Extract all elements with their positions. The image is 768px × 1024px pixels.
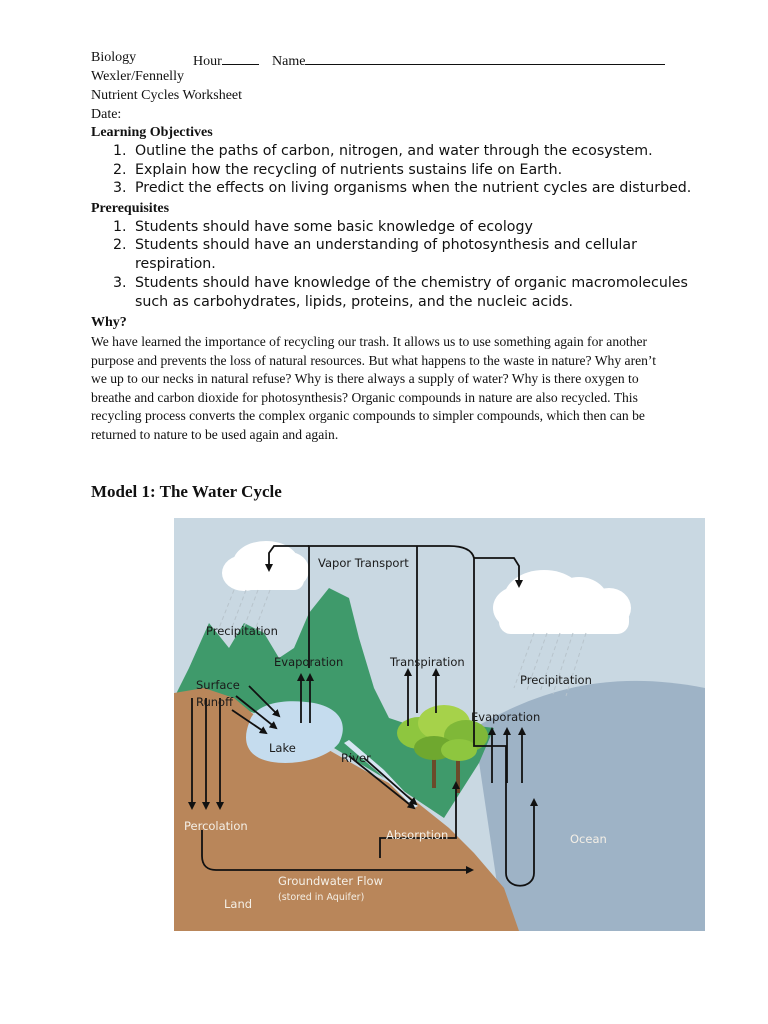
label-vapor-transport: Vapor Transport bbox=[318, 556, 409, 570]
objective-text: Outline the paths of carbon, nitrogen, and water through the ecosystem. bbox=[135, 143, 653, 159]
prerequisite-number: 2. bbox=[113, 237, 127, 253]
label-river: River bbox=[341, 751, 371, 765]
label-absorption: Absorption bbox=[386, 828, 449, 842]
label-evaporation-left: Evaporation bbox=[274, 655, 344, 669]
water-cycle-diagram bbox=[174, 518, 705, 931]
name-label bbox=[272, 50, 665, 71]
hour-label bbox=[193, 50, 259, 71]
prerequisite-2-cont bbox=[135, 255, 216, 274]
header-row bbox=[91, 50, 136, 66]
subject-label: Biology bbox=[91, 50, 137, 65]
hour-blank[interactable] bbox=[222, 50, 259, 65]
name-blank[interactable] bbox=[305, 50, 665, 65]
label-evaporation-right: Evaporation bbox=[471, 710, 541, 724]
label-stored-in-aquifer: (stored in Aquifer) bbox=[278, 892, 365, 903]
label-precipitation-left: Precipitation bbox=[206, 624, 278, 638]
why-heading: Why? bbox=[91, 315, 127, 330]
hour-label-text: Hour bbox=[193, 54, 222, 69]
objective-number: 3. bbox=[113, 180, 127, 196]
learning-objectives-heading: Learning Objectives bbox=[91, 125, 213, 140]
prerequisite-number: 1. bbox=[113, 219, 127, 235]
label-percolation: Percolation bbox=[184, 819, 248, 833]
prerequisite-line: respiration. bbox=[135, 256, 216, 272]
label-runoff: Runoff bbox=[196, 695, 234, 709]
label-ocean: Ocean bbox=[570, 832, 607, 846]
objective-text: Predict the effects on living organisms when the nutrient cycles are disturbed. bbox=[135, 180, 692, 196]
teachers: Wexler/Fennelly bbox=[91, 69, 184, 84]
water-cycle-svg bbox=[174, 518, 705, 931]
prerequisite-number: 3. bbox=[113, 275, 127, 291]
label-surface: Surface bbox=[196, 678, 240, 692]
prerequisite-3 bbox=[113, 274, 688, 293]
objective-3 bbox=[113, 179, 692, 198]
label-lake: Lake bbox=[269, 741, 296, 755]
objective-1 bbox=[113, 142, 653, 161]
prerequisite-line: Students should have knowledge of the chemistry of organic macromolecules bbox=[135, 275, 688, 291]
label-land: Land bbox=[224, 897, 253, 911]
prerequisite-1 bbox=[113, 218, 533, 237]
prerequisite-3-cont bbox=[135, 293, 573, 312]
prerequisite-line: Students should have an understanding of photosynthesis and cellular bbox=[135, 237, 637, 253]
name-label-text: Name bbox=[272, 54, 306, 69]
label-precipitation-right: Precipitation bbox=[520, 673, 592, 687]
model-1-title: Model 1: The Water Cycle bbox=[91, 482, 282, 501]
worksheet-title: Nutrient Cycles Worksheet bbox=[91, 88, 243, 103]
why-paragraph: We have learned the importance of recycling our trash. It allows us to use something again for another purpose and prevents the loss of natural resources. But what happens to the waste in nature? Why aren’t we up to our necks in natural refuse? Why is there always a supply of water? Why is there oxygen to breathe and carbon dioxide for photosynthesis? Organic compounds in nature are also recycled. This recycling process converts the complex organic compounds to simpler compounds, which then can be returned to nature to be used again and again. bbox=[91, 334, 656, 442]
label-transpiration: Transpiration bbox=[390, 655, 465, 669]
prerequisites-heading: Prerequisites bbox=[91, 201, 170, 216]
objective-2 bbox=[113, 161, 563, 180]
objective-number: 1. bbox=[113, 143, 127, 159]
date-label: Date: bbox=[91, 107, 122, 122]
prerequisite-line: Students should have some basic knowledge of ecology bbox=[135, 219, 533, 235]
prerequisite-2 bbox=[113, 236, 637, 255]
prerequisite-line: such as carbohydrates, lipids, proteins, and the nucleic acids. bbox=[135, 294, 574, 310]
objective-number: 2. bbox=[113, 162, 127, 178]
objective-text: Explain how the recycling of nutrients sustains life on Earth. bbox=[135, 162, 563, 178]
label-groundwater-flow: Groundwater Flow bbox=[278, 874, 383, 888]
